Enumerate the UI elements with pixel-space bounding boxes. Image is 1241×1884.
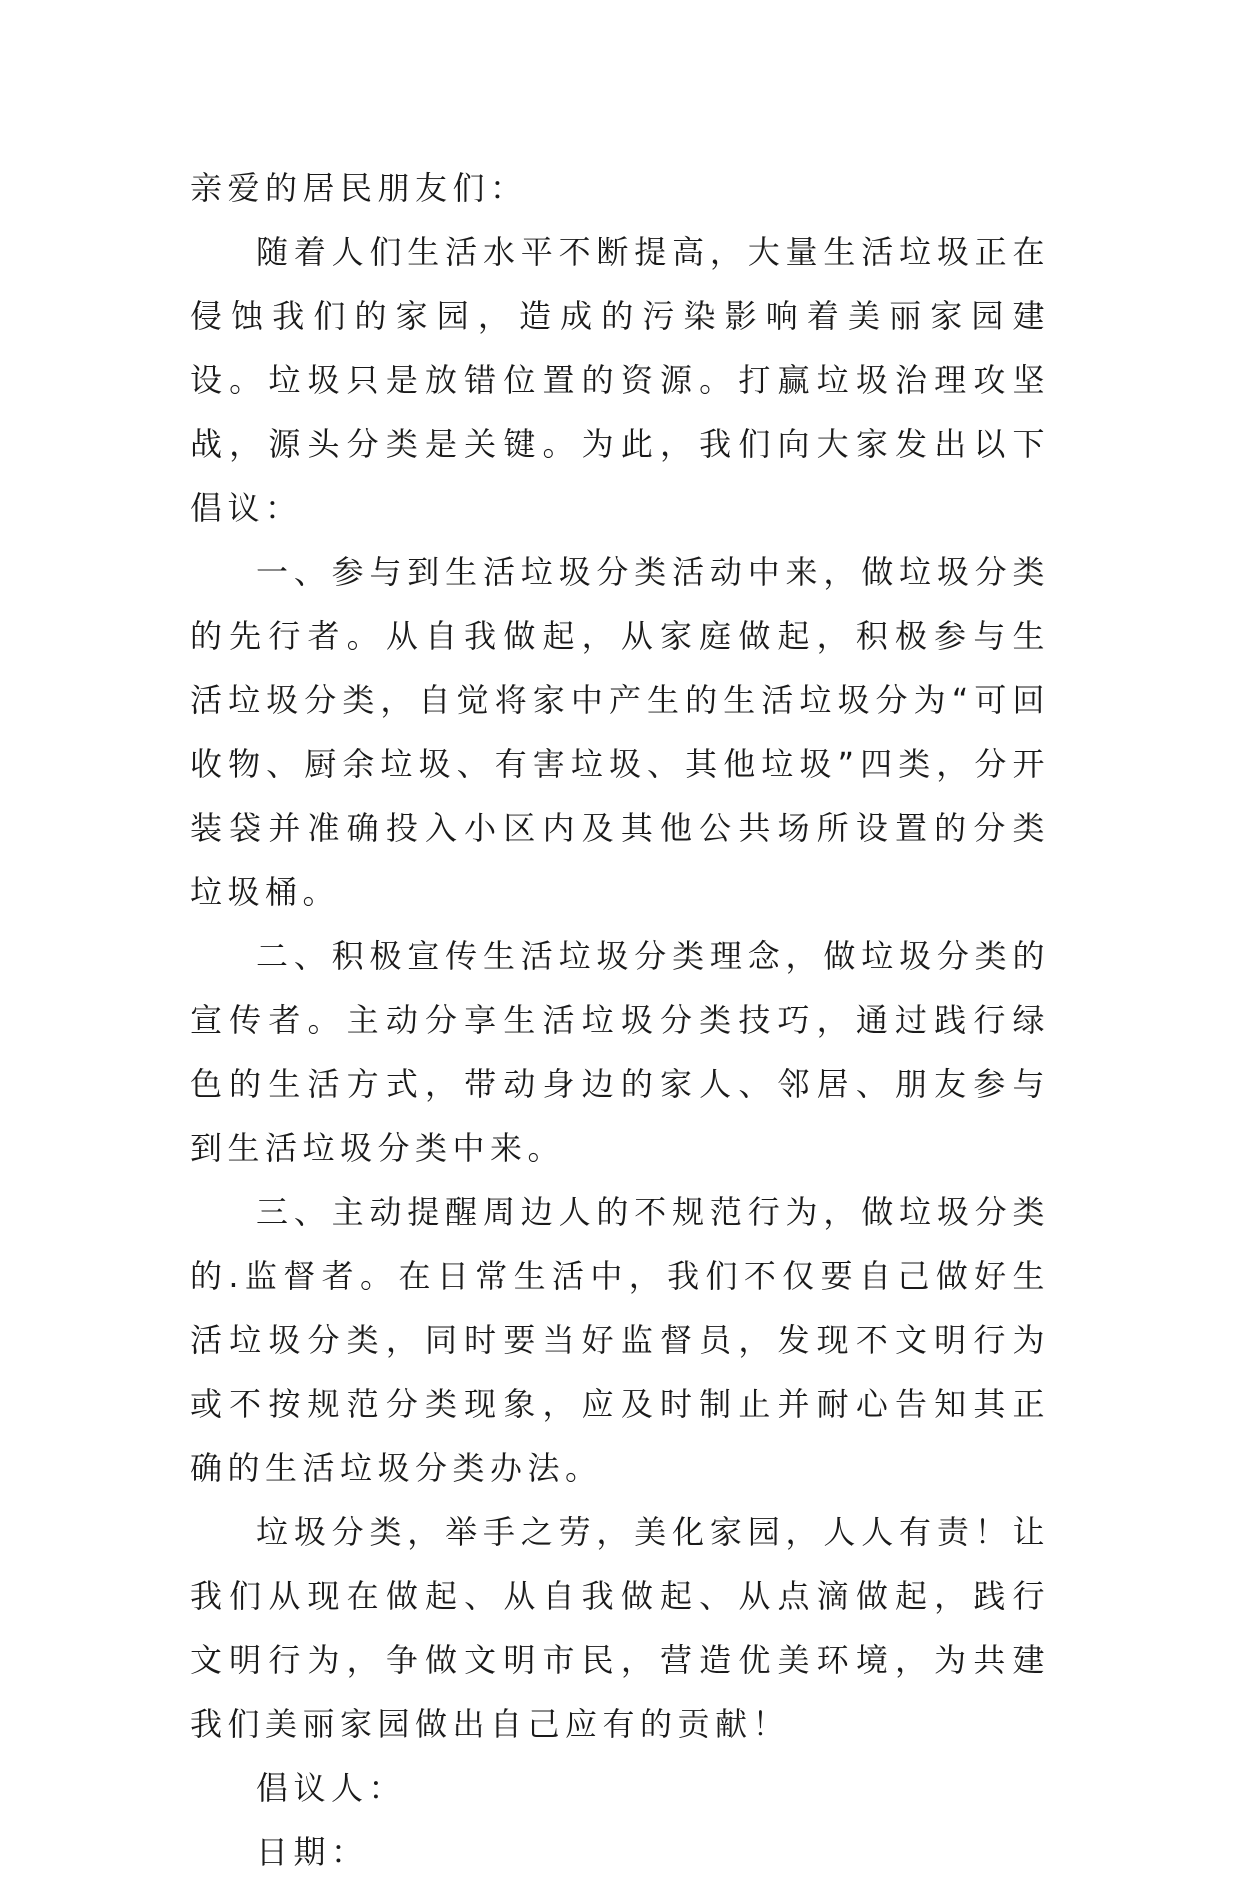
letter-body: [190, 156, 1050, 1884]
paragraph-closing: 垃圾分类，举手之劳，美化家园，人人有责！让我们从现在做起、从自我做起、从点滴做起，践行文明行为，争做文明市民，营造优美环境，为共建我们美丽家园做出自己应有的贡献！: [190, 1513, 1050, 1743]
salutation: 亲爱的居民朋友们：: [190, 169, 528, 207]
paragraph-intro: 随着人们生活水平不断提高，大量生活垃圾正在侵蚀我们的家园，造成的污染影响着美丽家园建设。垃圾只是放错位置的资源。打赢垃圾治理攻坚战，源头分类是关键。为此，我们向大家发出以下倡议：: [190, 233, 1050, 527]
paragraph-point-two: 二、积极宣传生活垃圾分类理念，做垃圾分类的宣传者。主动分享生活垃圾分类技巧，通过践行绿色的生活方式，带动身边的家人、邻居、朋友参与到生活垃圾分类中来。: [190, 937, 1050, 1167]
paragraph-point-three: 三、主动提醒周边人的不规范行为，做垃圾分类的.监督者。在日常生活中，我们不仅要自己做好生活垃圾分类，同时要当好监督员，发现不文明行为或不按规范分类现象，应及时制止并耐心告知其正确的生活垃圾分类办法。: [190, 1193, 1050, 1487]
paragraph-point-one: 一、参与到生活垃圾分类活动中来，做垃圾分类的先行者。从自我做起，从家庭做起，积极参与生活垃圾分类，自觉将家中产生的生活垃圾分为“可回收物、厨余垃圾、有害垃圾、其他垃圾”四类，分开装袋并准确投入小区内及其他公共场所设置的分类垃圾桶。: [190, 553, 1050, 911]
proposer-label: 倡议人：: [256, 1769, 407, 1807]
date-label: 日期：: [256, 1833, 369, 1871]
